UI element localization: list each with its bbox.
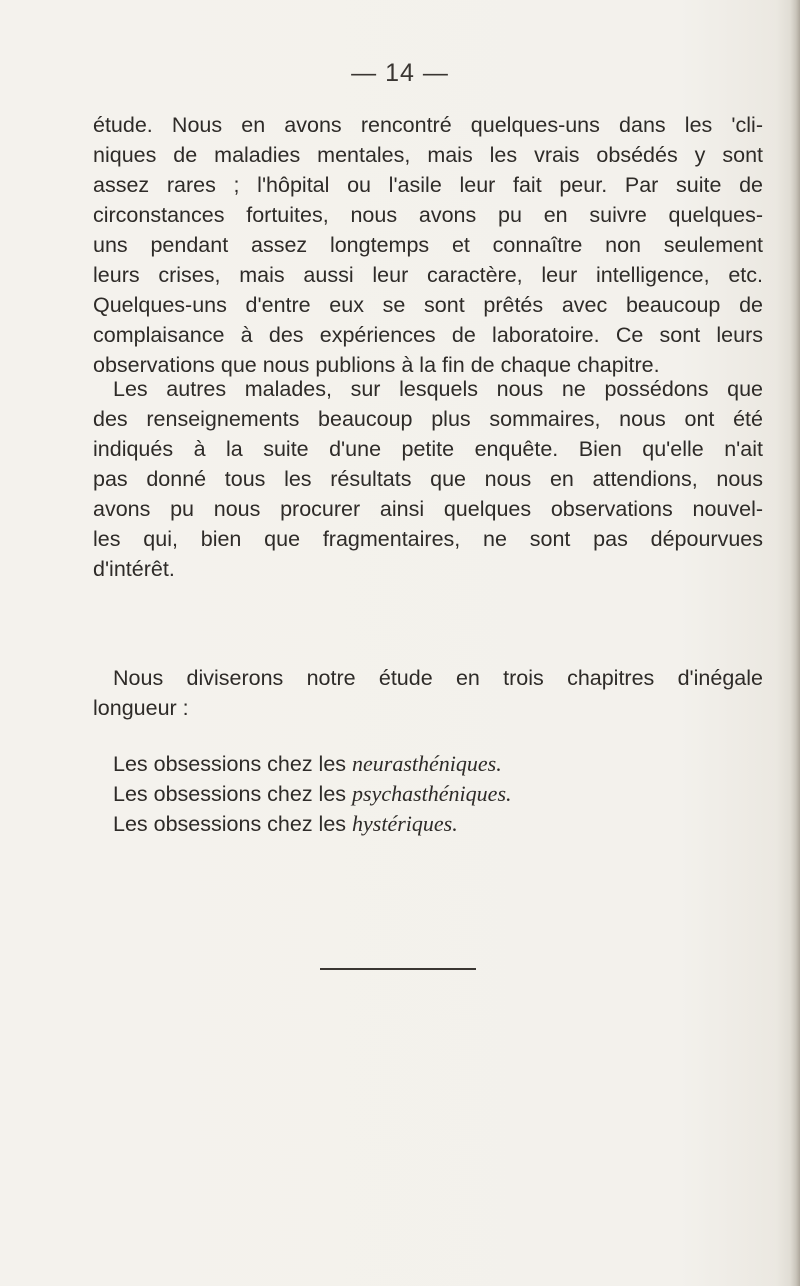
text-line: indiqués à la suite d'une petite enquête. Bien qu'elle n'ait: [93, 437, 763, 461]
text-line: avons pu nous procurer ainsi quelques observations nouvel-: [93, 497, 763, 521]
text-line: assez rares ; l'hôpital ou l'asile leur fait peur. Par suite de: [93, 173, 763, 197]
text-line: étude. Nous en avons rencontré quelques-uns dans les 'cli-: [93, 113, 763, 137]
text-line: uns pendant assez longtemps et connaître non seulement: [93, 233, 763, 257]
text-line: les qui, bien que fragmentaires, ne sont pas dépourvues: [93, 527, 763, 551]
page-edge-shadow: [790, 0, 800, 1286]
chapter-term: neurasthéniques.: [352, 751, 502, 776]
text-line: Quelques-uns d'entre eux se sont prêtés avec beaucoup de: [93, 293, 763, 317]
text-line: observations que nous publions à la fin de chaque chapitre.: [93, 353, 660, 377]
section-end-rule: [320, 968, 476, 970]
paragraph-1: [93, 110, 763, 380]
chapter-prefix: Les obsessions chez les: [113, 752, 353, 776]
chapter-term: hystériques.: [352, 811, 458, 836]
text-line: pas donné tous les résultats que nous en attendions, nous: [93, 467, 763, 491]
chapter-prefix: Les obsessions chez les: [113, 812, 353, 836]
chapter-item: [113, 749, 512, 779]
text-line: Les autres malades, sur lesquels nous ne possédons que: [113, 377, 763, 401]
text-line: longueur :: [93, 696, 189, 720]
text-line: complaisance à des expériences de laboratoire. Ce sont leurs: [93, 323, 763, 347]
paragraph-2: [93, 374, 763, 584]
chapter-prefix: Les obsessions chez les: [113, 782, 353, 806]
chapter-list: [113, 749, 512, 839]
paragraph-3: [93, 663, 763, 723]
text-line: circonstances fortuites, nous avons pu en suivre quelques-: [93, 203, 763, 227]
page-number: — 14 —: [351, 59, 449, 87]
chapter-item: [113, 779, 512, 809]
text-line: leurs crises, mais aussi leur caractère, leur intelligence, etc.: [93, 263, 763, 287]
chapter-item: [113, 809, 512, 839]
text-line: des renseignements beaucoup plus sommaires, nous ont été: [93, 407, 763, 431]
text-line: d'intérêt.: [93, 557, 175, 581]
text-line: Nous diviserons notre étude en trois chapitres d'inégale: [113, 666, 763, 690]
chapter-term: psychasthéniques.: [352, 781, 512, 806]
text-line: niques de maladies mentales, mais les vrais obsédés y sont: [93, 143, 763, 167]
